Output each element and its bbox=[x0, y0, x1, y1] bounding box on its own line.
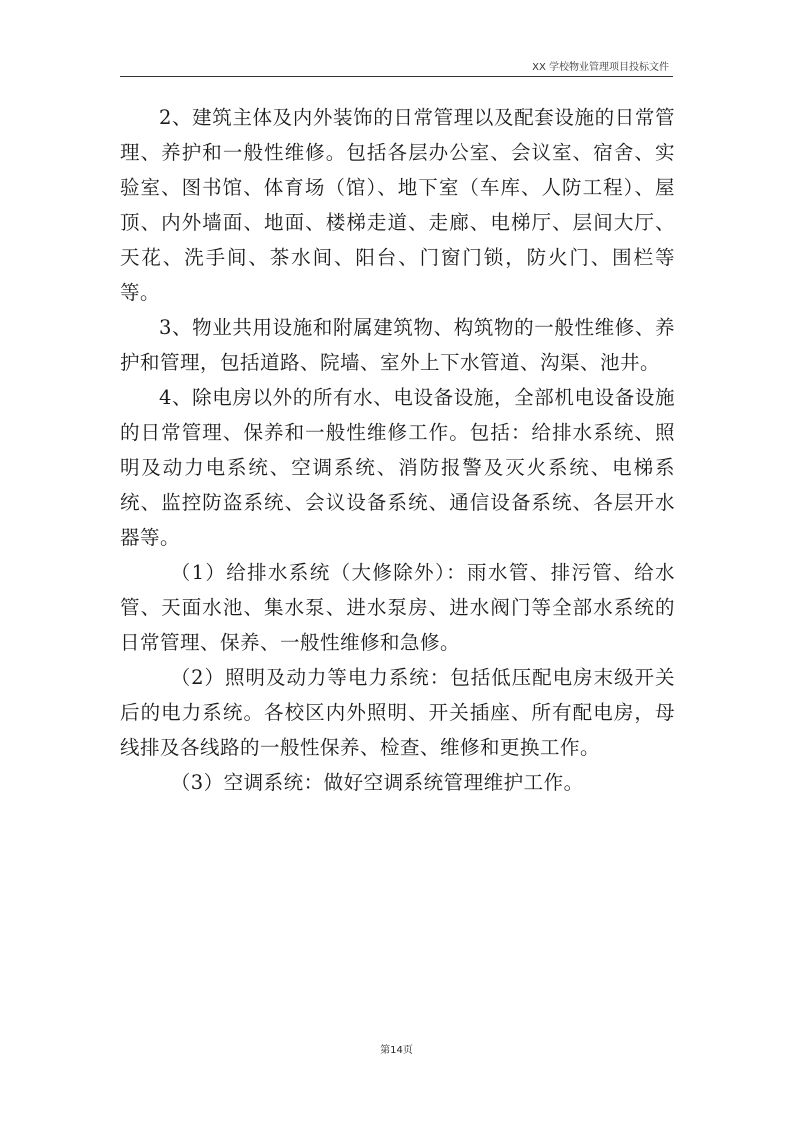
page-header bbox=[120, 56, 673, 77]
paragraph-sub-3: （3）空调系统：做好空调系统管理维护工作。 bbox=[170, 771, 584, 794]
header-title: XX 学校物业管理项目投标文件 bbox=[532, 62, 669, 73]
page-footer bbox=[0, 1041, 793, 1056]
paragraph-item-2: 2、建筑主体及内外装饰的日常管理以及配套设施的日常管理、养护和一般性维修。包括各层办公室、会议室、宿舍、实验室、图书馆、体育场（馆）、地下室（车库、人防工程）、屋顶、内外墙面、地面、楼梯走道、走廊、电梯厅、层间大厅、天花、洗手间、茶水间、阳台、门窗门锁，防火门、围栏等等。 bbox=[120, 106, 675, 304]
paragraph-sub-2: （2）照明及动力等电力系统：包括低压配电房末级开关后的电力系统。各校区内外照明、开关插座、所有配电房，母线排及各线路的一般性保养、检查、维修和更换工作。 bbox=[120, 666, 675, 759]
document-body bbox=[120, 100, 675, 800]
paragraph-item-3: 3、物业共用设施和附属建筑物、构筑物的一般性维修、养护和管理，包括道路、院墙、室外上下水管道、沟渠、池井。 bbox=[120, 316, 675, 374]
page-number: 第14页 bbox=[380, 1045, 413, 1056]
paragraph-sub-1: （1）给排水系统（大修除外）：雨水管、排污管、给水管、天面水池、集水泵、进水泵房、进水阀门等全部水系统的日常管理、保养、一般性维修和急修。 bbox=[120, 561, 675, 654]
paragraph-item-4: 4、除电房以外的所有水、电设备设施，全部机电设备设施的日常管理、保养和一般性维修工作。包括：给排水系统、照明及动力电系统、空调系统、消防报警及灭火系统、电梯系统、监控防盗系统、会议设备系统、通信设备系统、各层开水器等。 bbox=[120, 386, 675, 549]
